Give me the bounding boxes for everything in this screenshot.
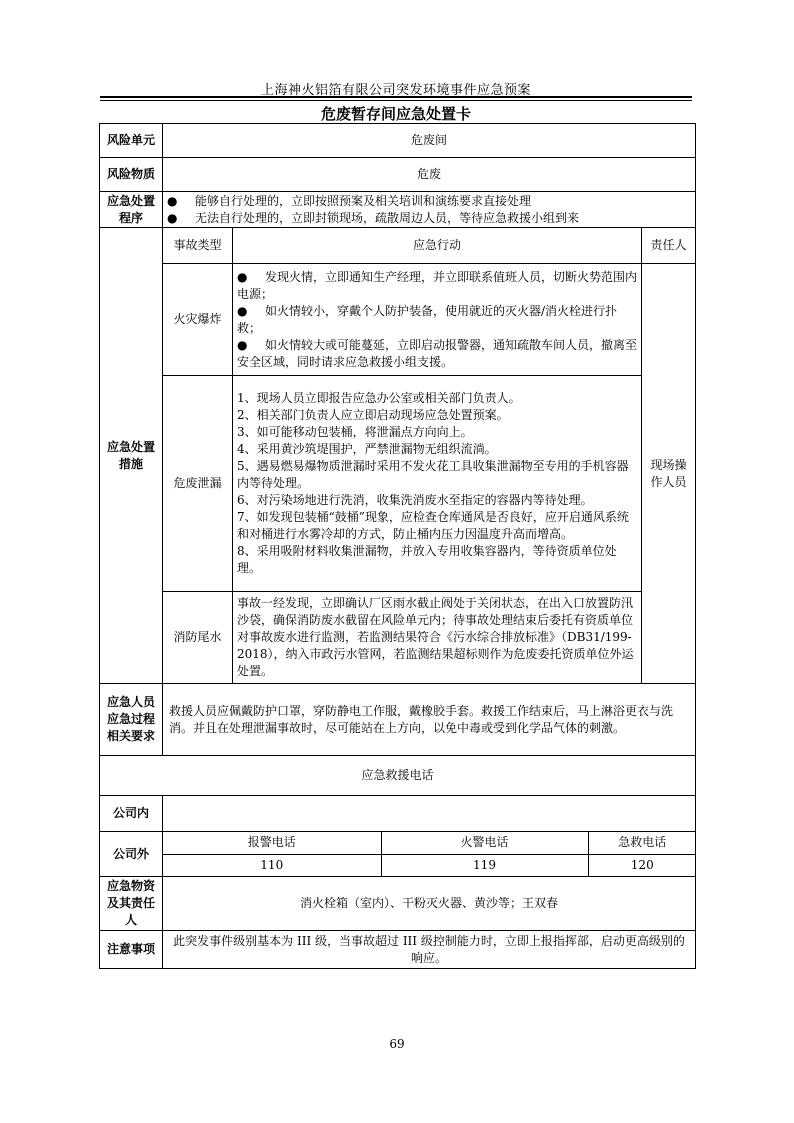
responsible-person: 现场操作人员 [642, 264, 696, 684]
row-measures-header [100, 228, 696, 264]
police-phone-header: 报警电话 [163, 832, 381, 854]
row-leak [100, 376, 696, 592]
bullet-icon: ● [167, 193, 178, 208]
leak-action-item: 3、如可能移动包装桶，将泄漏点方向向上。 [237, 425, 473, 439]
notes-label: 注意事项 [100, 931, 163, 969]
procedure-label: 应急处置程序 [100, 192, 163, 228]
page-number: 69 [389, 1037, 405, 1051]
procedure-item: ● 无法自行处理的，立即封锁现场，疏散周边人员，等待应急救援小组到来 [167, 210, 580, 225]
col-action-header: 应急行动 [233, 228, 642, 264]
col-type-header: 事故类型 [163, 228, 233, 264]
ambulance-phone-number: 120 [588, 854, 696, 876]
risk-material-label: 风险物质 [100, 158, 163, 192]
fire-phone-header: 火警电话 [381, 832, 588, 854]
bullet-icon: ● [167, 210, 178, 225]
row-risk-material [100, 158, 696, 192]
supplies-value: 消火栓箱（室内）、干粉灭火器、黄沙等；王双春 [163, 877, 696, 931]
header-rule-thin [100, 100, 692, 101]
row-supplies [100, 877, 696, 931]
bullet-icon: ● [237, 337, 248, 352]
personnel-label: 应急人员应急过程相关要求 [100, 684, 163, 756]
document-header: 上海神火铝箔有限公司突发环境事件应急预案 [260, 83, 531, 98]
header-rule-thick [100, 96, 692, 98]
procedure-item: ● 能够自行处理的，立即按照预案及相关培训和演练要求直接处理 [167, 193, 532, 208]
row-procedure [100, 192, 696, 228]
company-out-label: 公司外 [100, 832, 163, 877]
leak-type: 危废泄漏 [163, 376, 233, 592]
col-resp-header: 责任人 [642, 228, 696, 264]
fire-action-item: ● 如火情较小，穿戴个人防护装备，使用就近的灭火器/消火栓进行扑救； [237, 303, 618, 335]
leak-action-item: 4、采用黄沙筑堤围护，严禁泄漏物无组织流淌。 [237, 442, 497, 456]
fire-type: 火灾爆炸 [163, 264, 233, 376]
fire-action-item: ● 发现火情，立即通知生产经理，并立即联系值班人员，切断火势范围内电源； [237, 269, 638, 301]
leak-action-item: 8、采用吸附材料收集泄漏物，并放入专用收集容器内，等待资质单位处理。 [237, 544, 617, 575]
leak-actions [233, 376, 642, 592]
personnel-requirements: 救援人员应佩戴防护口罩，穿防静电工作服，戴橡胶手套。救援工作结束后，马上淋浴更衣与洗消。并且在处理泄漏事故时，尽可能站在上方向，以免中毒或受到化学品气体的刺激。 [163, 684, 696, 756]
company-in-value [163, 796, 696, 832]
risk-unit-label: 风险单元 [100, 124, 163, 158]
procedure-content [163, 192, 696, 228]
leak-action-item: 2、相关部门负责人应立即启动现场应急处置预案。 [237, 408, 509, 422]
firewater-type: 消防尾水 [163, 592, 233, 684]
bullet-icon: ● [237, 303, 248, 318]
leak-action-item: 1、现场人员立即报告应急办公室或相关部门负责人。 [237, 391, 521, 405]
fire-action-item: ● 如火情较大或可能蔓延，立即启动报警器，通知疏散车间人员，撤离至安全区域，同时请求应急救援小组支援。 [237, 337, 638, 369]
row-personnel [100, 684, 696, 756]
emergency-card-table [99, 123, 696, 969]
row-company-out [100, 832, 696, 877]
bullet-icon: ● [237, 269, 248, 284]
card-title: 危废暂存间应急处置卡 [320, 105, 471, 123]
row-risk-unit [100, 124, 696, 158]
measures-label: 应急处置措施 [100, 228, 163, 684]
row-phone-heading [100, 756, 696, 796]
row-fire [100, 264, 696, 376]
risk-unit-value: 危废间 [163, 124, 696, 158]
phone-table [163, 832, 696, 876]
leak-action-item: 6、对污染场地进行洗消，收集洗消废水至指定的容器内等待处理。 [237, 493, 593, 507]
ambulance-phone-header: 急救电话 [588, 832, 696, 854]
leak-action-item: 7、如发现包装桶“鼓桶”现象，应检查仓库通风是否良好，应开启通风系统和对桶进行水雾冷却的方式，防止桶内压力因温度升高而增高。 [237, 510, 629, 541]
row-firewater [100, 592, 696, 684]
police-phone-number: 110 [163, 854, 381, 876]
row-company-in [100, 796, 696, 832]
row-notes [100, 931, 696, 969]
fire-phone-number: 119 [381, 854, 588, 876]
company-out-phones [163, 832, 696, 877]
firewater-actions: 事故一经发现，立即确认厂区雨水截止阀处于关闭状态，在出入口放置防汛沙袋，确保消防废水截留在风险单元内；待事故处理结束后委托有资质单位对事故废水进行监测，若监测结果符合《污水综合排放标准》（DB31/199-2018），纳入市政污水管网，若监测结果超标则作为危废委托资质单位外运处置。 [233, 592, 642, 684]
notes-value: 此突发事件级别基本为 III 级，当事故超过 III 级控制能力时，立即上报指挥部，启动更高级别的响应。 [163, 931, 696, 969]
phone-heading: 应急救援电话 [100, 756, 696, 796]
supplies-label: 应急物资及其责任人 [100, 877, 163, 931]
leak-action-item: 5、遇易燃易爆物质泄漏时采用不发火花工具收集泄漏物至专用的手机容器内等待处理。 [237, 459, 629, 490]
risk-material-value: 危废 [163, 158, 696, 192]
fire-actions [233, 264, 642, 376]
company-in-label: 公司内 [100, 796, 163, 832]
